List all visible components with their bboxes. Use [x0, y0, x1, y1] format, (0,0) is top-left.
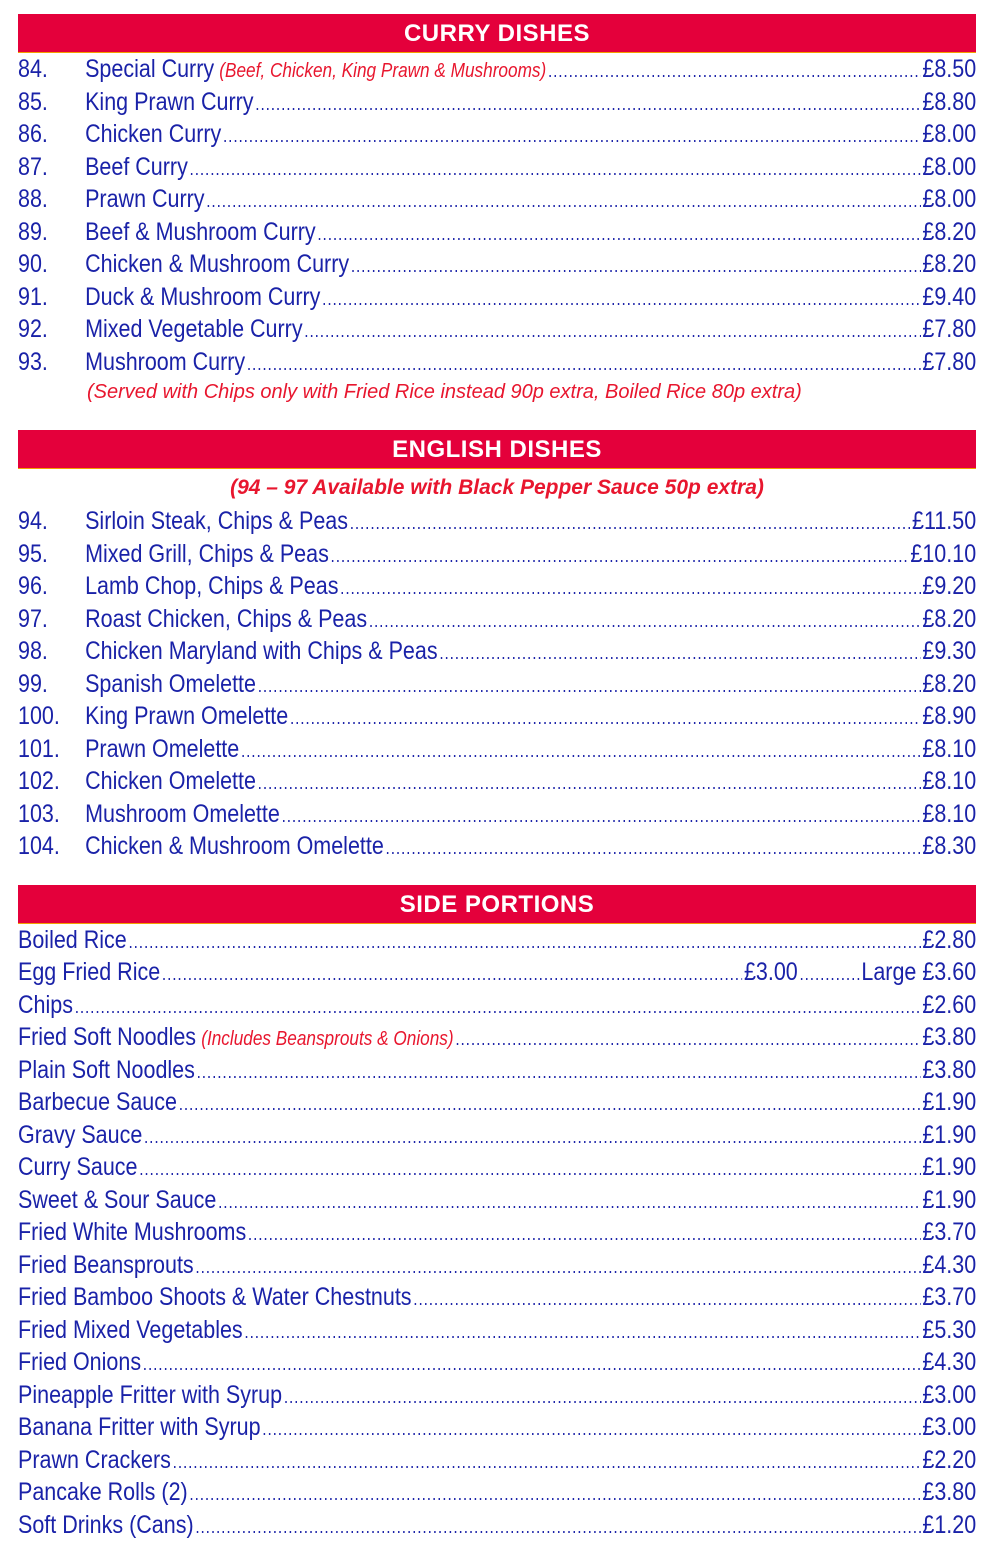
dot-leader [144, 1121, 921, 1154]
section-footnote: (Served with Chips only with Fried Rice instead 90p extra, Boiled Rice 80p extra) [87, 378, 976, 408]
item-name: Egg Fried Rice [18, 956, 160, 989]
menu-item [18, 183, 976, 216]
dot-leader [75, 991, 921, 1024]
item-name: Mixed Vegetable Curry [85, 313, 302, 346]
dot-leader [331, 540, 909, 573]
item-name: Fried Onions [18, 1346, 141, 1379]
dot-leader [290, 702, 921, 735]
menu-item [18, 505, 976, 538]
item-number: 84. [18, 53, 85, 86]
menu-item [18, 281, 976, 314]
menu-item [18, 765, 976, 798]
dot-leader [195, 1251, 920, 1284]
dot-leader [197, 1056, 921, 1089]
item-name: Prawn Crackers [18, 1444, 171, 1477]
item-number: 91. [18, 281, 85, 314]
menu-item [18, 248, 976, 281]
dot-leader [439, 637, 920, 670]
item-price: £1.20 [922, 1509, 976, 1542]
menu-item [18, 346, 976, 379]
item-name: Chips [18, 989, 73, 1022]
menu-item [18, 668, 976, 701]
menu-item [18, 118, 976, 151]
item-price: £8.00 [922, 118, 976, 151]
item-name: Prawn Omelette [85, 733, 239, 766]
item-number: 100. [18, 700, 85, 733]
menu-item [18, 1151, 976, 1184]
item-name: Pineapple Fritter with Syrup [18, 1379, 282, 1412]
item-price: £11.50 [912, 505, 976, 538]
item-name: Sirloin Steak, Chips & Peas [85, 505, 348, 538]
item-name: Fried Mixed Vegetables [18, 1314, 243, 1347]
item-price: £9.30 [922, 635, 976, 668]
menu-item [18, 538, 976, 571]
menu-item [18, 1216, 976, 1249]
menu-item [18, 1379, 976, 1412]
item-price: £3.80 [922, 1021, 976, 1054]
item-number: 94. [18, 505, 85, 538]
menu-item [18, 216, 976, 249]
section-header-curry-dishes: CURRY DISHES [18, 14, 976, 53]
menu-item [18, 53, 976, 86]
item-price: £3.00 [922, 1411, 976, 1444]
item-price: £8.10 [922, 798, 976, 831]
dot-leader [258, 670, 921, 703]
menu-page [18, 14, 976, 1541]
item-number: 88. [18, 183, 85, 216]
dot-leader [162, 958, 742, 991]
item-name: Beef & Mushroom Curry [85, 216, 316, 249]
item-price: £7.80 [922, 313, 976, 346]
item-price: £1.90 [922, 1119, 976, 1152]
menu-item [18, 924, 976, 957]
dot-leader [413, 1283, 920, 1316]
item-name: Chicken Curry [85, 118, 221, 151]
item-name: Mixed Grill, Chips & Peas [85, 538, 329, 571]
item-price: £2.20 [922, 1444, 976, 1477]
item-price: £8.10 [922, 733, 976, 766]
dot-leader [255, 88, 920, 121]
item-name: Banana Fritter with Syrup [18, 1411, 261, 1444]
item-price: £2.80 [922, 924, 976, 957]
item-price: £3.80 [922, 1476, 976, 1509]
menu-item [18, 151, 976, 184]
item-number: 89. [18, 216, 85, 249]
dot-leader [189, 1478, 920, 1511]
item-price: £2.60 [922, 989, 976, 1022]
dot-leader [190, 153, 921, 186]
item-name: Sweet & Sour Sauce [18, 1184, 216, 1217]
dot-leader [317, 218, 920, 251]
menu-item [18, 1119, 976, 1152]
item-price: £8.10 [922, 765, 976, 798]
item-price: £9.20 [922, 570, 976, 603]
item-name: Chicken Omelette [85, 765, 256, 798]
menu-item [18, 1346, 976, 1379]
item-number: 103. [18, 798, 85, 831]
menu-item [18, 570, 976, 603]
section-gap [18, 863, 976, 885]
dot-leader [262, 1413, 920, 1446]
item-price: £8.50 [922, 53, 976, 86]
menu-item [18, 635, 976, 668]
item-number: 95. [18, 538, 85, 571]
dot-leader [304, 315, 920, 348]
dot-leader [548, 55, 921, 88]
dot-leader [179, 1088, 921, 1121]
section-header-english-dishes: ENGLISH DISHES [18, 430, 976, 469]
item-price: Large £3.60 [861, 956, 976, 989]
dot-leader [799, 958, 859, 991]
item-name: Special Curry [85, 53, 214, 86]
item-price: £4.30 [922, 1249, 976, 1282]
dot-leader [258, 767, 921, 800]
menu-item [18, 700, 976, 733]
menu-item [18, 1411, 976, 1444]
item-name: King Prawn Omelette [85, 700, 288, 733]
item-name: Beef Curry [85, 151, 188, 184]
item-price: £8.00 [922, 151, 976, 184]
dot-leader [143, 1348, 921, 1381]
item-price: £8.30 [922, 830, 976, 863]
menu-item [18, 956, 976, 989]
item-name: Lamb Chop, Chips & Peas [85, 570, 338, 603]
item-price-regular: £3.00 [744, 956, 798, 989]
item-name: Mushroom Omelette [85, 798, 280, 831]
item-price: £8.20 [922, 668, 976, 701]
item-price: £5.30 [922, 1314, 976, 1347]
dot-leader [282, 800, 921, 833]
dot-leader [244, 1316, 920, 1349]
item-number: 96. [18, 570, 85, 603]
section-subnote: (94 – 97 Available with Black Pepper Sauce 50p extra) [18, 469, 976, 505]
item-name: Chicken & Mushroom Curry [85, 248, 349, 281]
menu-item [18, 1249, 976, 1282]
section-header-side-portions: SIDE PORTIONS [18, 885, 976, 924]
item-note: (Includes Beansprouts & Onions) [201, 1023, 453, 1056]
item-price: £9.40 [922, 281, 976, 314]
item-name: Spanish Omelette [85, 668, 256, 701]
menu-item [18, 1444, 976, 1477]
item-number: 101. [18, 733, 85, 766]
item-name: Gravy Sauce [18, 1119, 142, 1152]
section-gap [18, 408, 976, 430]
item-price: £8.20 [922, 603, 976, 636]
dot-leader [139, 1153, 920, 1186]
dot-leader [173, 1446, 921, 1479]
item-name: Soft Drinks (Cans) [18, 1509, 194, 1542]
dot-leader [322, 283, 920, 316]
item-price: £10.10 [910, 538, 976, 571]
item-number: 85. [18, 86, 85, 119]
item-number: 90. [18, 248, 85, 281]
dot-leader [206, 185, 920, 218]
dot-leader [195, 1511, 920, 1543]
dot-leader [386, 832, 921, 865]
item-price: £8.20 [922, 216, 976, 249]
menu-item [18, 603, 976, 636]
item-price: £8.00 [922, 183, 976, 216]
item-name: Chicken Maryland with Chips & Peas [85, 635, 438, 668]
menu-item [18, 1314, 976, 1347]
menu-item [18, 1509, 976, 1542]
dot-leader [241, 735, 921, 768]
dot-leader [248, 1218, 921, 1251]
item-number: 99. [18, 668, 85, 701]
item-number: 87. [18, 151, 85, 184]
item-name: Fried Soft Noodles [18, 1021, 196, 1054]
item-name: Curry Sauce [18, 1151, 137, 1184]
menu-item [18, 1476, 976, 1509]
dot-leader [351, 250, 921, 283]
item-number: 102. [18, 765, 85, 798]
dot-leader [284, 1381, 921, 1414]
item-name: Barbecue Sauce [18, 1086, 177, 1119]
dot-leader [340, 572, 920, 605]
menu-item [18, 733, 976, 766]
item-price: £1.90 [922, 1086, 976, 1119]
menu-item [18, 1054, 976, 1087]
item-number: 86. [18, 118, 85, 151]
item-name: Pancake Rolls (2) [18, 1476, 188, 1509]
dot-leader [223, 120, 921, 153]
item-price: £8.20 [922, 248, 976, 281]
menu-item [18, 798, 976, 831]
item-name: Fried White Mushrooms [18, 1216, 246, 1249]
item-note: (Beef, Chicken, King Prawn & Mushrooms) [219, 55, 546, 88]
item-name: King Prawn Curry [85, 86, 253, 119]
dot-leader [350, 507, 911, 540]
menu-item [18, 989, 976, 1022]
dot-leader [455, 1023, 920, 1056]
item-number: 93. [18, 346, 85, 379]
item-price: £3.00 [922, 1379, 976, 1412]
item-name: Duck & Mushroom Curry [85, 281, 320, 314]
item-price: £8.90 [922, 700, 976, 733]
item-number: 104. [18, 830, 85, 863]
item-price: £1.90 [922, 1184, 976, 1217]
dot-leader [369, 605, 921, 638]
item-name: Mushroom Curry [85, 346, 245, 379]
item-name: Chicken & Mushroom Omelette [85, 830, 384, 863]
item-price: £3.80 [922, 1054, 976, 1087]
menu-item [18, 1281, 976, 1314]
item-price: £4.30 [922, 1346, 976, 1379]
item-number: 98. [18, 635, 85, 668]
dot-leader [218, 1186, 921, 1219]
item-name: Fried Bamboo Shoots & Water Chestnuts [18, 1281, 412, 1314]
item-price: £1.90 [922, 1151, 976, 1184]
menu-item [18, 313, 976, 346]
item-number: 92. [18, 313, 85, 346]
item-name: Boiled Rice [18, 924, 127, 957]
item-price: £3.70 [922, 1216, 976, 1249]
item-name: Plain Soft Noodles [18, 1054, 195, 1087]
menu-item [18, 1086, 976, 1119]
item-price: £7.80 [922, 346, 976, 379]
item-number: 97. [18, 603, 85, 636]
menu-item [18, 1184, 976, 1217]
item-price: £8.80 [922, 86, 976, 119]
menu-item [18, 1021, 976, 1054]
item-name: Fried Beansprouts [18, 1249, 194, 1282]
dot-leader [247, 348, 921, 381]
dot-leader [128, 926, 920, 959]
menu-item [18, 86, 976, 119]
item-name: Prawn Curry [85, 183, 204, 216]
menu-item [18, 830, 976, 863]
item-name: Roast Chicken, Chips & Peas [85, 603, 367, 636]
item-price: £3.70 [922, 1281, 976, 1314]
